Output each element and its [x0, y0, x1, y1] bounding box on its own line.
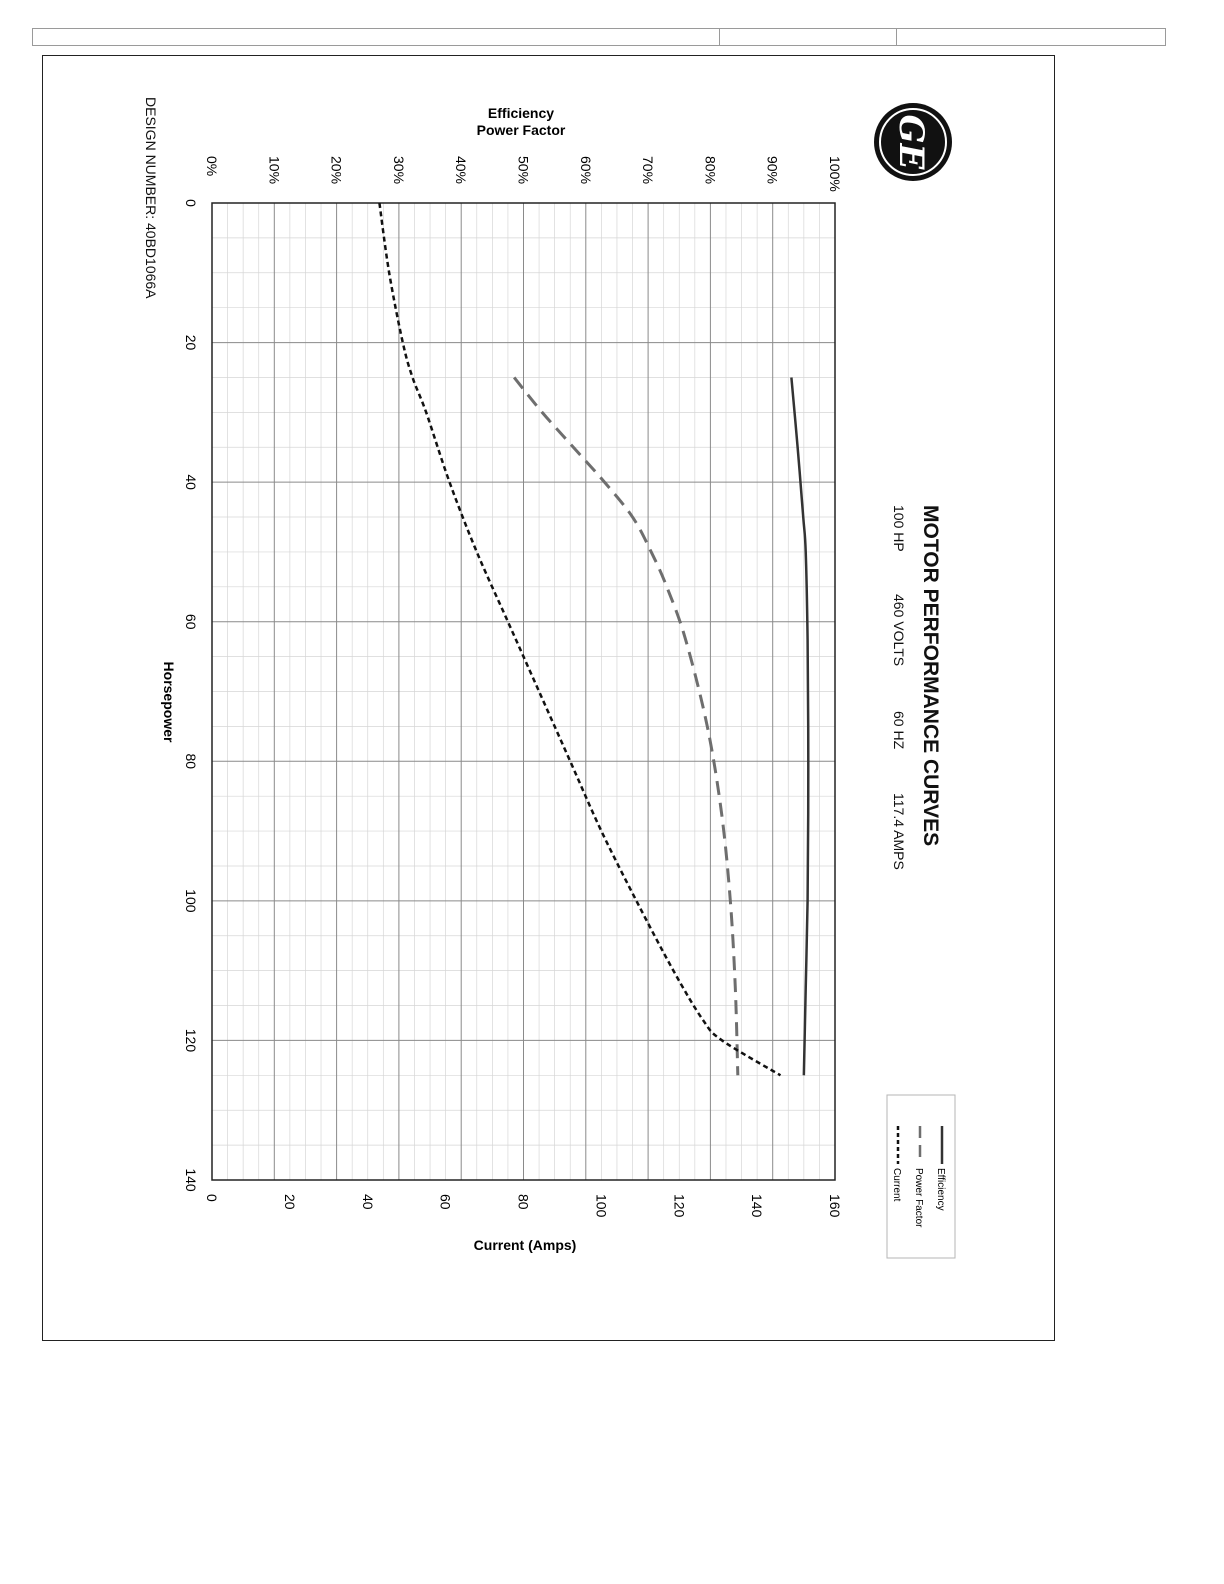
x-tick-label: 40 [183, 474, 199, 490]
x-tick-label: 80 [183, 753, 199, 770]
y-left-tick-label: 70% [640, 156, 657, 185]
y-left-label-efficiency: Efficiency [487, 105, 555, 121]
y-left-tick-label: 90% [764, 156, 781, 185]
spec-amps: 117.4 AMPS [891, 793, 907, 870]
chart-title: MOTOR PERFORMANCE CURVES [919, 505, 942, 847]
x-tick-label: 0 [183, 199, 199, 207]
x-tick-label: 20 [183, 334, 199, 351]
y-left-tick-label: 50% [515, 156, 532, 185]
series-layer [379, 203, 808, 1076]
y-right-tick-label: 0 [204, 1194, 220, 1202]
x-axis-label: Horsepower [161, 661, 177, 743]
x-tick-label: 140 [183, 1168, 199, 1192]
y-left-tick-label: 40% [453, 156, 470, 185]
y-right-tick-label: 80 [515, 1194, 532, 1210]
logo-lettering: GE [891, 114, 931, 170]
y-right-tick-label: 120 [671, 1194, 688, 1218]
ge-monogram-logo [874, 103, 952, 181]
y-right-tick-label: 140 [749, 1194, 766, 1218]
y-right-tick-label: 60 [437, 1194, 454, 1210]
y-left-tick-label: 10% [266, 156, 283, 185]
y-right-label-current: Current (Amps) [473, 1237, 577, 1253]
y-right-tick-label: 160 [827, 1194, 843, 1218]
grid-layer [212, 203, 835, 1180]
x-tick-label: 100 [183, 889, 199, 913]
design-number: DESIGN NUMBER: 40BD1066A [143, 97, 159, 299]
y-left-tick-label: 60% [577, 156, 594, 185]
y-left-label-power-factor: Power Factor [476, 122, 566, 138]
legend-label-current: Current [891, 1168, 902, 1202]
y-right-tick-label: 100 [593, 1194, 610, 1218]
legend-label-power-factor: Power Factor [913, 1168, 924, 1228]
y-left-tick-label: 80% [702, 156, 719, 185]
y-left-tick-label: 100% [827, 156, 843, 192]
y-left-tick-label: 20% [328, 156, 345, 185]
spec-horsepower: 100 HP [891, 505, 907, 552]
y-right-tick-label: 40 [359, 1194, 376, 1210]
tick-labels [183, 156, 843, 1218]
spec-frequency: 60 HZ [891, 711, 907, 750]
spec-voltage: 460 VOLTS [891, 594, 907, 667]
series-line-current [379, 203, 780, 1075]
x-tick-label: 120 [183, 1028, 199, 1053]
legend [887, 1095, 955, 1258]
y-right-tick-label: 20 [281, 1194, 298, 1210]
legend-label-efficiency: Efficiency [935, 1168, 946, 1211]
x-tick-label: 60 [183, 613, 199, 630]
y-left-tick-label: 30% [390, 156, 407, 185]
y-left-tick-label: 0% [204, 156, 220, 177]
